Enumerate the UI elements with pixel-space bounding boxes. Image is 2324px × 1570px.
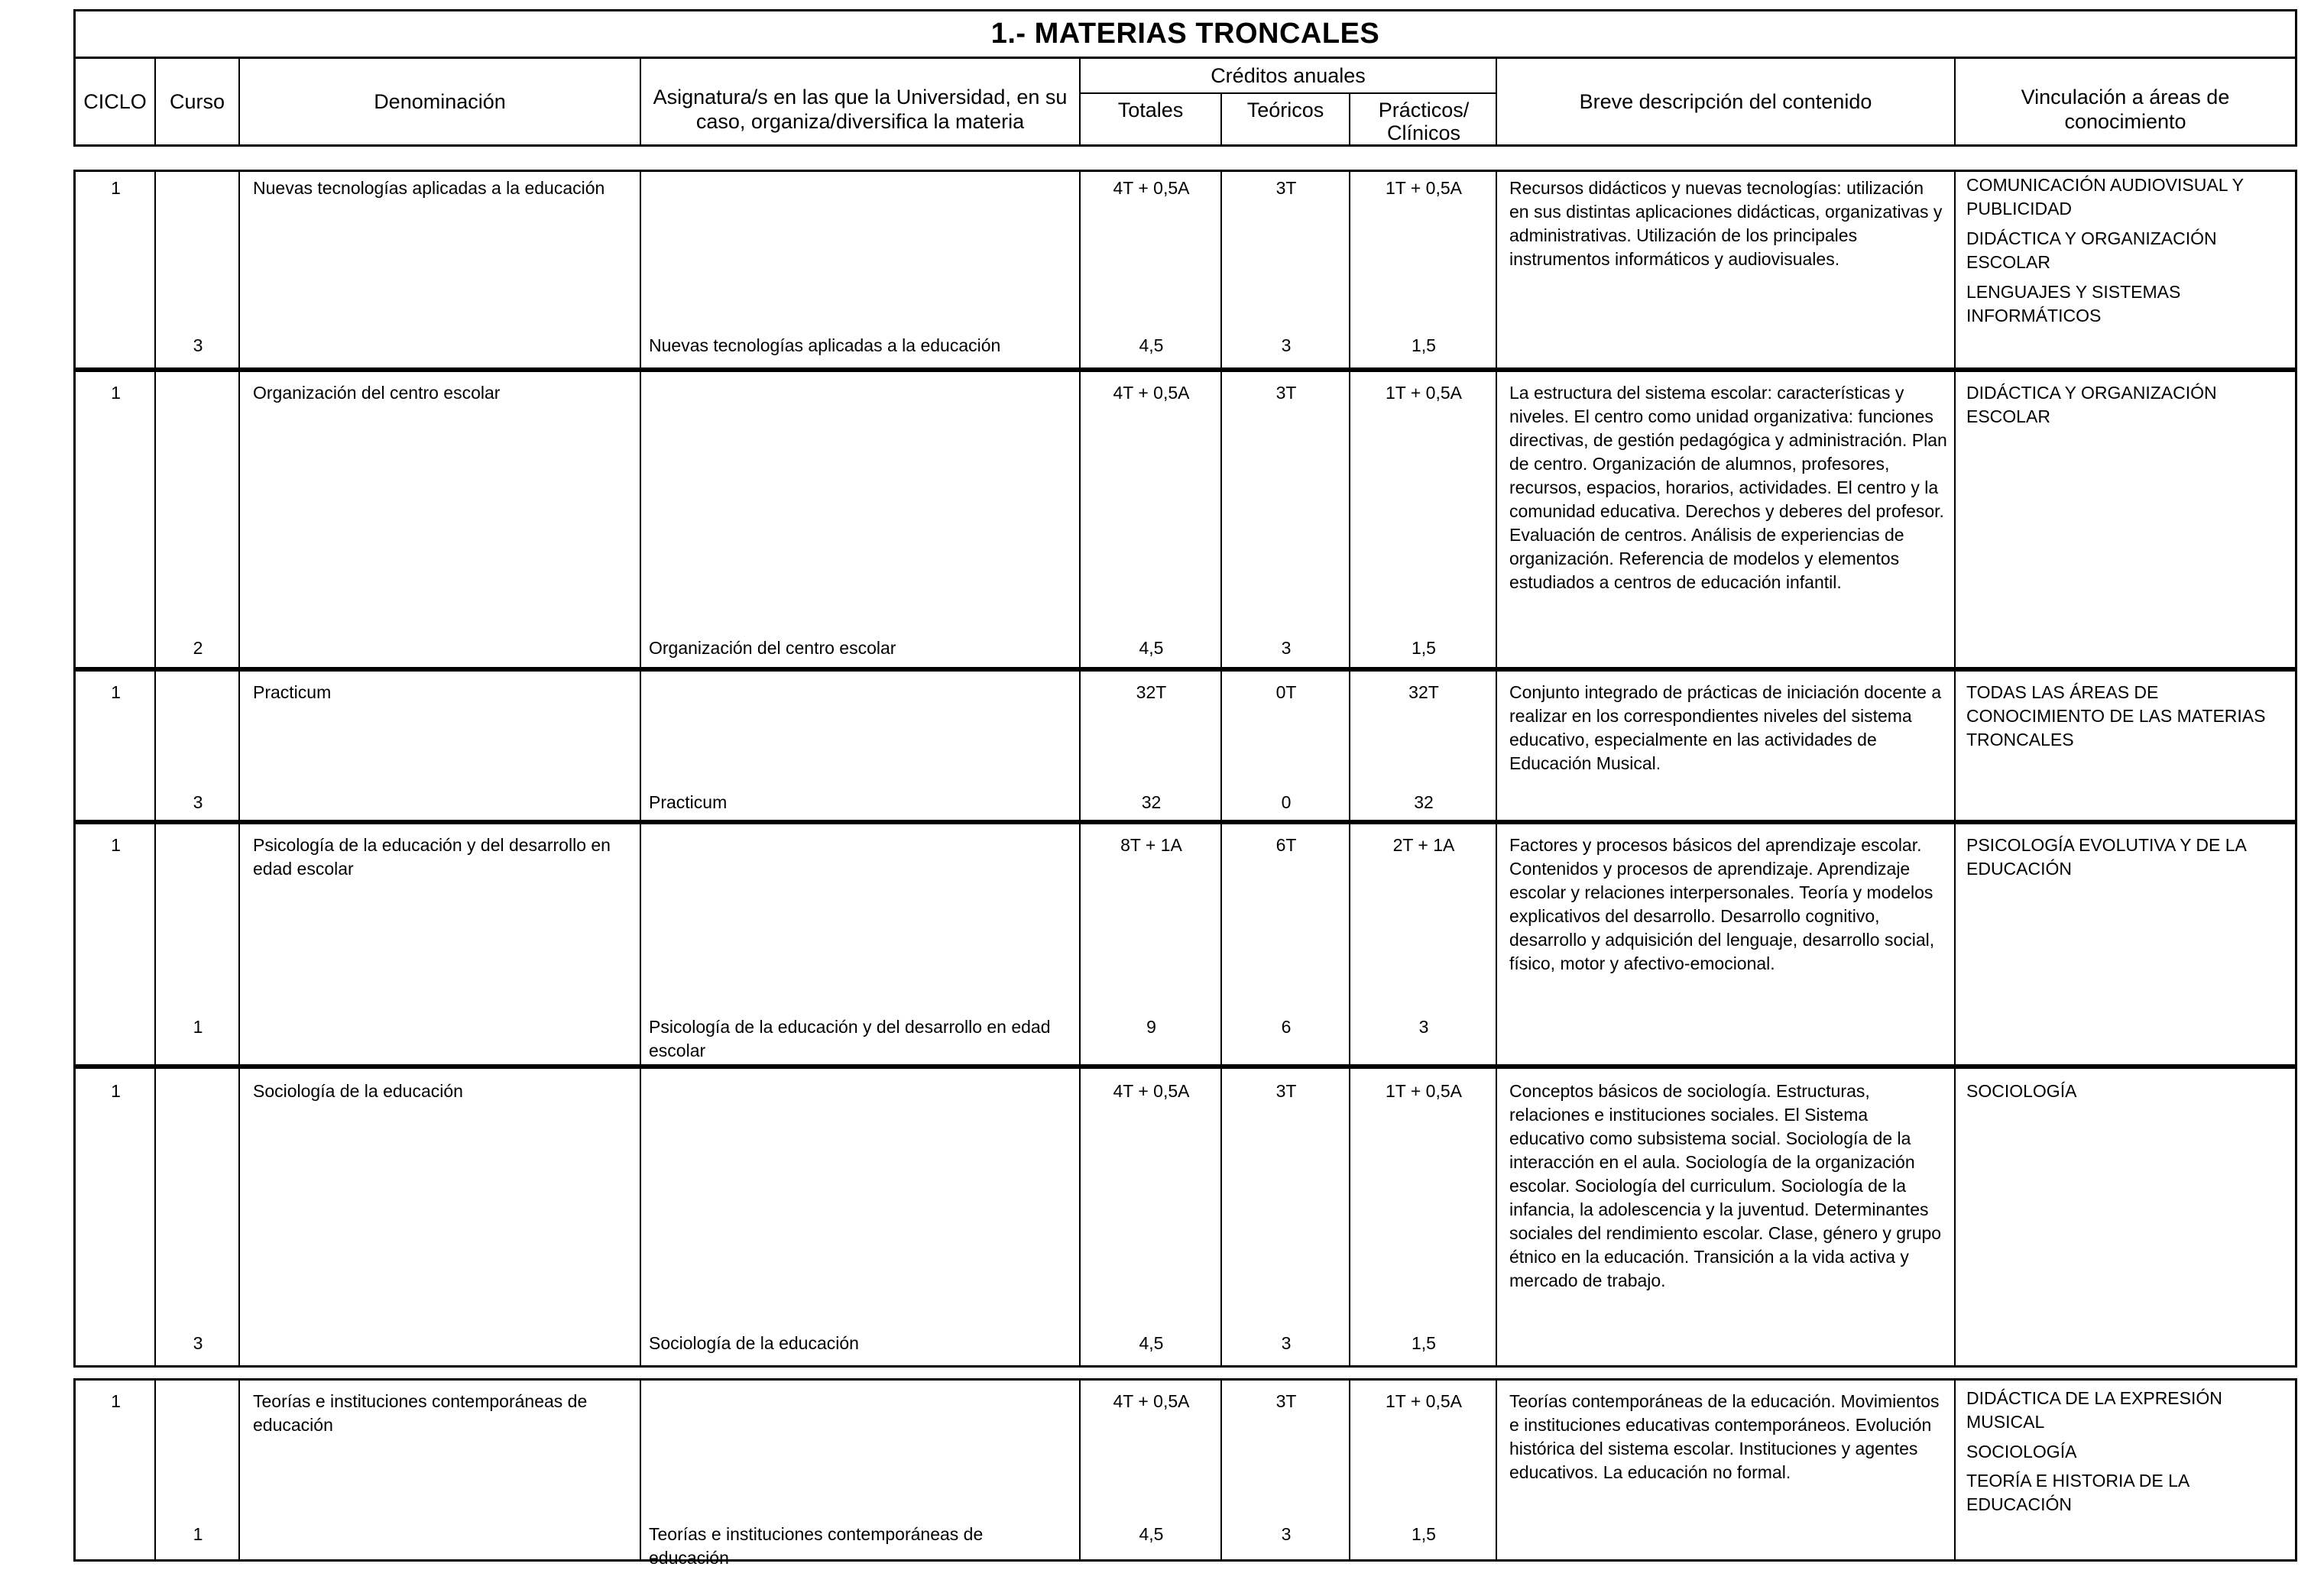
header-ciclo: CICLO xyxy=(76,59,156,144)
practicos-top: 1T + 0,5A xyxy=(1386,383,1462,403)
ciclo-value: 1 xyxy=(111,682,121,702)
teoricos-bottom: 3 xyxy=(1281,1524,1292,1544)
header-creditos-group xyxy=(1081,59,1497,144)
denominacion-value: Practicum xyxy=(253,682,332,702)
area-item: SOCIOLOGÍA xyxy=(1966,1081,2077,1101)
practicos-bottom: 1,5 xyxy=(1412,335,1436,355)
totales-bottom: 9 xyxy=(1146,1017,1156,1037)
descripcion-value: La estructura del sistema escolar: características y niveles. El centro como unidad organizativa: funciones directivas, de gestión pedagógica y administración. Plan de centro. Organización de alumnos, profesores, recursos, espacios, horarios, actividades. El centro y la comunidad educativa. Derechos y deberes del profesor. Evaluación de centros. Análisis de experiencias de organización. Referencia de modelos y elementos estudiados a centros de educación infantil. xyxy=(1509,383,1947,592)
header-teoricos: Teóricos xyxy=(1222,92,1350,144)
area-item: DIDÁCTICA Y ORGANIZACIÓN ESCOLAR xyxy=(1966,228,2217,272)
asignatura-value: Psicología de la educación y del desarrollo en edad escolar xyxy=(649,1017,1051,1060)
header-practicos: Prácticos/ Clínicos xyxy=(1378,99,1470,144)
practicos-top: 32T xyxy=(1408,682,1439,702)
area-item: TODAS LAS ÁREAS DE CONOCIMIENTO DE LAS MATERIAS TRONCALES xyxy=(1966,682,2266,749)
practicos-bottom: 1,5 xyxy=(1412,1524,1436,1544)
practicos-bottom: 1,5 xyxy=(1412,638,1436,658)
teoricos-bottom: 6 xyxy=(1281,1017,1292,1037)
practicos-top: 1T + 0,5A xyxy=(1386,1391,1462,1411)
area-item: COMUNICACIÓN AUDIOVISUAL Y PUBLICIDAD xyxy=(1966,175,2244,219)
teoricos-top: 3T xyxy=(1275,1081,1297,1101)
curso-value: 1 xyxy=(193,1017,203,1037)
practicos-top: 2T + 1A xyxy=(1392,835,1455,855)
teoricos-bottom: 0 xyxy=(1281,792,1292,812)
totales-bottom: 4,5 xyxy=(1139,335,1164,355)
totales-top: 4T + 0,5A xyxy=(1113,383,1190,403)
curso-value: 3 xyxy=(193,335,203,355)
ciclo-value: 1 xyxy=(111,383,121,403)
asignatura-value: Teorías e instituciones contemporáneas de educación xyxy=(649,1524,984,1568)
totales-top: 32T xyxy=(1136,682,1167,702)
asignatura-value: Organización del centro escolar xyxy=(649,638,896,658)
descripcion-value: Recursos didácticos y nuevas tecnologías: utilización en sus distintas aplicaciones didácticas, organizativas y administrativas. Utilización de los principales instrumentos informáticos y audiovisuales. xyxy=(1509,178,1943,269)
teoricos-bottom: 3 xyxy=(1281,1333,1292,1353)
teoricos-top: 0T xyxy=(1275,682,1297,702)
table-row xyxy=(73,170,2297,370)
area-item: PSICOLOGÍA EVOLUTIVA Y DE LA EDUCACIÓN xyxy=(1966,835,2246,879)
area-item: TEORÍA E HISTORIA DE LA EDUCACIÓN xyxy=(1966,1471,2189,1514)
header-descripcion: Breve descripción del contenido xyxy=(1497,59,1956,144)
header-totales: Totales xyxy=(1081,92,1222,144)
asignatura-value: Practicum xyxy=(649,792,728,812)
practicos-top: 1T + 0,5A xyxy=(1386,178,1462,198)
header-denominacion: Denominación xyxy=(240,59,641,144)
table-row xyxy=(73,370,2297,669)
totales-bottom: 32 xyxy=(1141,792,1162,812)
practicos-bottom: 1,5 xyxy=(1412,1333,1436,1353)
denominacion-value: Teorías e instituciones contemporáneas de educación xyxy=(253,1391,588,1435)
table-title: 1.- MATERIAS TRONCALES xyxy=(73,9,2297,57)
asignatura-value: Sociología de la educación xyxy=(649,1333,859,1353)
teoricos-top: 6T xyxy=(1275,835,1297,855)
table-row xyxy=(73,822,2297,1067)
totales-top: 4T + 0,5A xyxy=(1113,178,1190,198)
totales-bottom: 4,5 xyxy=(1139,1524,1164,1544)
table-row xyxy=(73,1067,2297,1368)
table-row xyxy=(73,669,2297,822)
practicos-bottom: 3 xyxy=(1418,1017,1429,1037)
curso-value: 3 xyxy=(193,792,203,812)
header-vinculacion: Vinculación a áreas de conocimiento xyxy=(2021,86,2230,133)
area-item: LENGUAJES Y SISTEMAS INFORMÁTICOS xyxy=(1966,282,2181,325)
practicos-bottom: 32 xyxy=(1414,792,1434,812)
area-item: DIDÁCTICA Y ORGANIZACIÓN ESCOLAR xyxy=(1966,383,2217,426)
denominacion-value: Organización del centro escolar xyxy=(253,383,501,403)
denominacion-value: Nuevas tecnologías aplicadas a la educación xyxy=(253,178,605,198)
ciclo-value: 1 xyxy=(111,835,121,855)
descripcion-value: Teorías contemporáneas de la educación. Movimientos e instituciones educativas contemporáneos. Evolución histórica del sistema escolar. Instituciones y agentes educativos. La educación no formal. xyxy=(1509,1391,1940,1482)
ciclo-value: 1 xyxy=(111,1081,121,1101)
denominacion-value: Sociología de la educación xyxy=(253,1081,463,1101)
descripcion-value: Factores y procesos básicos del aprendizaje escolar. Contenidos y procesos de aprendizaje. Aprendizaje escolar y relaciones interpersonales. Teoría y modelos explicativos del desarrollo. Desarrollo cognitivo, desarrollo y adquisición del lenguaje, desarrollo social, físico, motor y afectivo-emocional. xyxy=(1509,835,1935,973)
teoricos-bottom: 3 xyxy=(1281,335,1292,355)
totales-top: 8T + 1A xyxy=(1120,835,1182,855)
descripcion-value: Conjunto integrado de prácticas de iniciación docente a realizar en los correspondientes niveles del sistema educativo, especialmente en las actividades de Educación Musical. xyxy=(1509,682,1942,773)
header-asignatura: Asignatura/s en las que la Universidad, en su caso, organiza/diversifica la materia xyxy=(641,59,1081,144)
area-item: SOCIOLOGÍA xyxy=(1966,1442,2077,1462)
totales-top: 4T + 0,5A xyxy=(1113,1081,1190,1101)
curso-value: 1 xyxy=(193,1524,203,1544)
totales-top: 4T + 0,5A xyxy=(1113,1391,1190,1411)
ciclo-value: 1 xyxy=(111,178,121,198)
teoricos-top: 3T xyxy=(1275,1391,1297,1411)
teoricos-top: 3T xyxy=(1275,178,1297,198)
ciclo-value: 1 xyxy=(111,1391,121,1411)
area-item: DIDÁCTICA DE LA EXPRESIÓN MUSICAL xyxy=(1966,1388,2222,1432)
totales-bottom: 4,5 xyxy=(1139,1333,1164,1353)
table-row xyxy=(73,1378,2297,1568)
denominacion-value: Psicología de la educación y del desarrollo en edad escolar xyxy=(253,835,611,879)
header-creditos: Créditos anuales xyxy=(1081,59,1496,94)
curso-value: 2 xyxy=(193,638,203,658)
descripcion-value: Conceptos básicos de sociología. Estructuras, relaciones e instituciones sociales. El Sistema educativo como subsistema social. Sociología de la interacción en el aula. Sociología de la organización escolar. Sociología del curriculum. Sociología de la infancia, la adolescencia y la juventud. Determinantes sociales del rendimiento escolar. Clase, género y grupo étnico en la educación. Transición a la vida activa y mercado de trabajo. xyxy=(1509,1081,1942,1290)
header-curso: Curso xyxy=(156,59,240,144)
table-header xyxy=(73,57,2297,147)
teoricos-top: 3T xyxy=(1275,383,1297,403)
totales-bottom: 4,5 xyxy=(1139,638,1164,658)
asignatura-value: Nuevas tecnologías aplicadas a la educación xyxy=(649,335,1001,355)
practicos-top: 1T + 0,5A xyxy=(1386,1081,1462,1101)
teoricos-bottom: 3 xyxy=(1281,638,1292,658)
curso-value: 3 xyxy=(193,1333,203,1353)
